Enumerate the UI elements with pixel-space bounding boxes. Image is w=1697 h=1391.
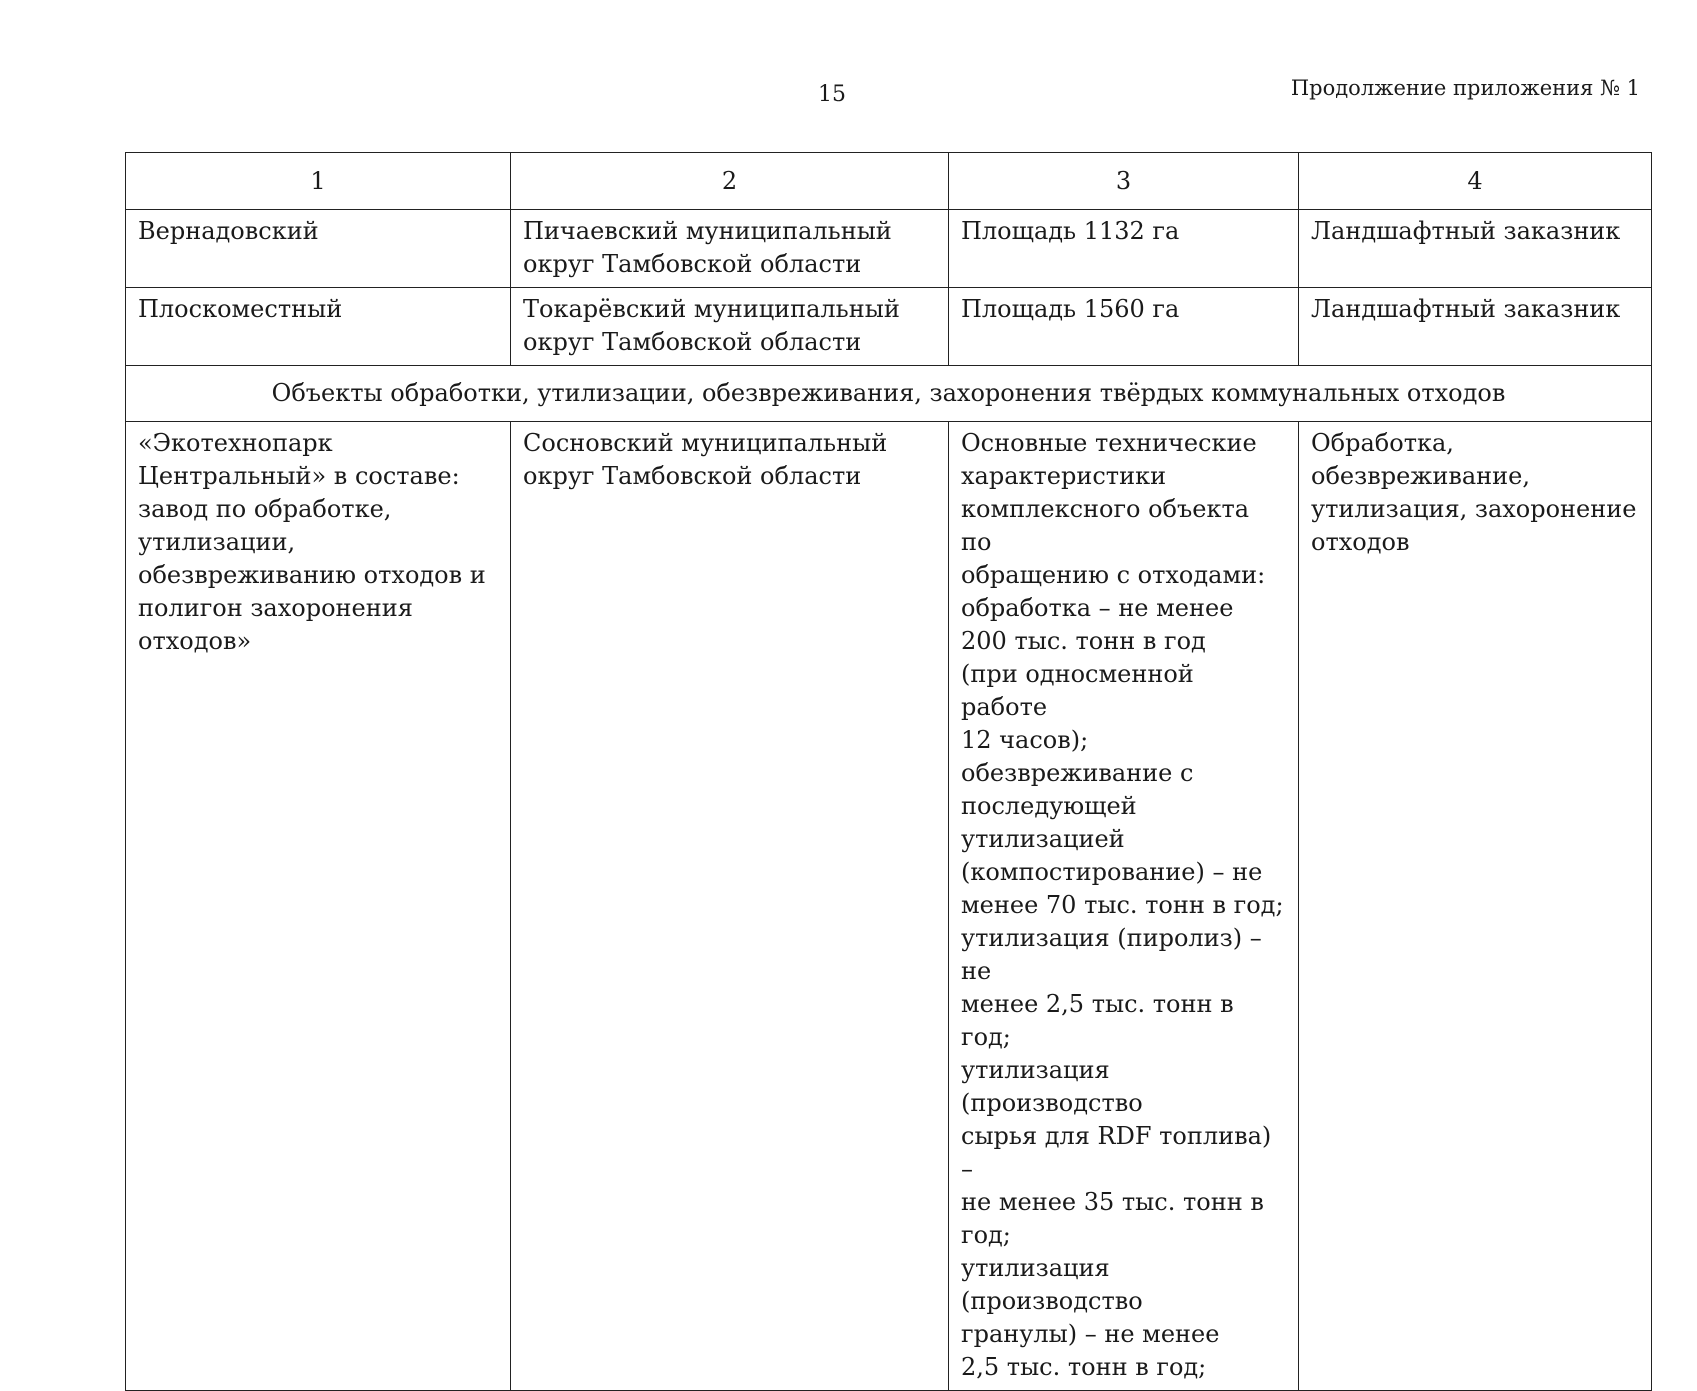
location-cell: Пичаевский муниципальный округ Тамбовской области bbox=[511, 210, 949, 288]
column-number-row bbox=[126, 153, 1652, 210]
characteristics-cell: Площадь 1132 га bbox=[949, 210, 1299, 288]
column-number: 2 bbox=[511, 153, 949, 210]
object-name-cell: Вернадовский bbox=[126, 210, 511, 288]
location-cell: Токарёвский муниципальный округ Тамбовской области bbox=[511, 288, 949, 366]
object-name-cell: «Экотехнопарк Центральный» в составе: завод по обработке, утилизации, обезвреживанию отходов и полигон захоронения отходов» bbox=[126, 422, 511, 1391]
table-row bbox=[126, 422, 1652, 1391]
column-number: 1 bbox=[126, 153, 511, 210]
section-title: Объекты обработки, утилизации, обезвреживания, захоронения твёрдых коммунальных отходов bbox=[126, 366, 1652, 422]
page-number: 15 bbox=[818, 82, 846, 107]
column-number: 3 bbox=[949, 153, 1299, 210]
object-type-cell: Обработка, обезвреживание, утилизация, захоронение отходов bbox=[1299, 422, 1652, 1391]
object-type-cell: Ландшафтный заказник bbox=[1299, 288, 1652, 366]
characteristics-cell: Площадь 1560 га bbox=[949, 288, 1299, 366]
section-header-row bbox=[126, 366, 1652, 422]
object-type-cell: Ландшафтный заказник bbox=[1299, 210, 1652, 288]
table-row bbox=[126, 288, 1652, 366]
appendix-continuation-label: Продолжение приложения № 1 bbox=[1290, 76, 1640, 100]
table-row bbox=[126, 210, 1652, 288]
object-name-cell: Плоскоместный bbox=[126, 288, 511, 366]
location-cell: Сосновский муниципальный округ Тамбовской области bbox=[511, 422, 949, 1391]
column-number: 4 bbox=[1299, 153, 1652, 210]
characteristics-cell: Основные технические характеристики комплексного объекта по обращению с отходами: обработка – не менее 200 тыс. тонн в год (при односменной работе 12 часов); обезвреживание с последующей утилизацией (компостирование) – не менее 70 тыс. тонн в год; утилизация (пиролиз) – не менее 2,5 тыс. тонн в год; утилизация (производство сырья для RDF топлива) – не менее 35 тыс. тонн в год; утилизация (производство гранулы) – не менее 2,5 тыс. тонн в год; bbox=[949, 422, 1299, 1391]
appendix-table bbox=[125, 152, 1652, 1391]
